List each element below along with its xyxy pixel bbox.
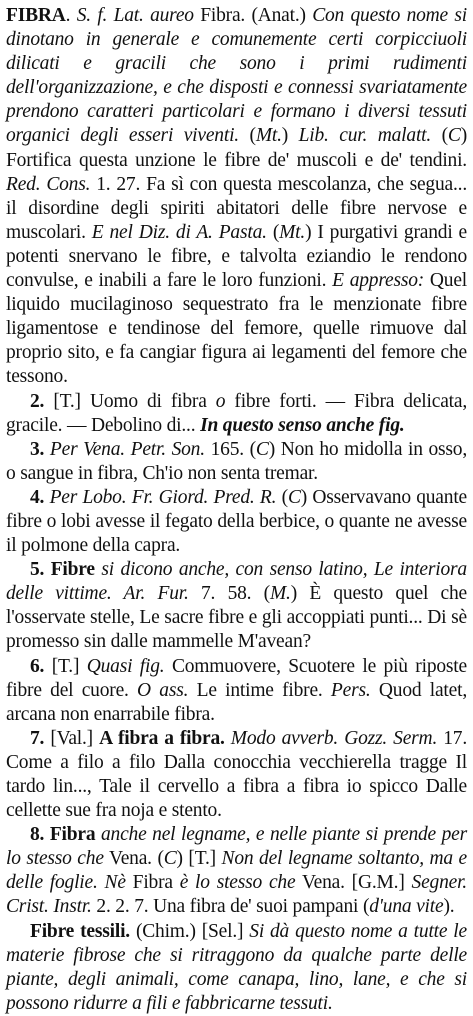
entry-italic-text: E nel Diz. di A. Pasta. (91, 221, 267, 243)
entry-headword: FIBRA (6, 5, 66, 26)
entry-headword: In questo senso anche fig. (200, 414, 405, 436)
entry-text: (Chim.) [Sel.] (129, 920, 250, 942)
entry-italic-text: Mt. (255, 125, 282, 147)
entry-text: ) Osservavano quante fibre o lobi avesse il fegato della berbice, o quante ne avesse il polmone della capra. (6, 486, 467, 557)
entry-italic-text: S. f. Lat. aureo (76, 5, 194, 26)
entry-italic-text: Quasi fig. (86, 655, 165, 677)
entry-text: [T.] Uomo di fibra (44, 390, 216, 412)
entry-headword: 7. (30, 727, 45, 749)
entry-text: Fibra. (Anat.) (193, 5, 313, 26)
entry-italic-text: C (447, 125, 461, 147)
entry-italic-text: M. (269, 583, 291, 605)
entry-text: 165. ( (204, 438, 256, 460)
entry-text: ) (281, 125, 299, 147)
entry-italic-text: Per Vena. Petr. Son. (49, 438, 205, 460)
entry-italic-text: Pers. (330, 679, 371, 701)
entry-italic-text: Si dà questo nome a tutte le materie fibrose che si ritraggono da qualche parte delle piante, degli animali, come canapa, lino, lane, e che si possono ridurre a fili e fabbricarne tessuti. (6, 920, 467, 1014)
dictionary-entry-e7 (6, 727, 467, 823)
entry-text: Commuovere, Scuotere le più riposte fibre del cuore. (6, 655, 467, 701)
entry-headword: 8. Fibra (30, 824, 96, 846)
entry-text: Fibra (125, 872, 180, 894)
entry-text: ). (443, 896, 455, 918)
entry-headword: 5. Fibre (30, 559, 95, 581)
entry-text: 2. 2. 7. Una fibra de' suoi pampani ( (91, 896, 370, 918)
entry-italic-text: C (163, 848, 177, 870)
entry-text: ) Fortifica questa unzione le fibre de' muscoli e de' tendini. (6, 125, 468, 171)
entry-text: ( (266, 221, 280, 243)
dictionary-entry-e0 (6, 4, 467, 390)
dictionary-entry-e8 (6, 823, 467, 919)
entry-headword: 4. (30, 486, 45, 508)
entry-text: Le intime fibre. (188, 679, 331, 701)
entry-text: Vena. [G.M.] (295, 872, 412, 894)
entry-text: ( (276, 486, 288, 508)
entry-italic-text: Con questo nome si dinotano in generale e comunemente certi corpicciuoli dilicati e gracili che sono i primi rudimenti dell'organizzazione, e che disposti e connessi svariatamente prendono caratteri particolari e formano i diversi tessuti organici degli esseri viventi. (6, 5, 467, 147)
entry-italic-text: Mt. (279, 221, 306, 243)
entry-text: 7. 58. ( (188, 583, 270, 605)
entry-text: [T.] (44, 655, 87, 677)
dictionary-entry-e6 (6, 655, 467, 727)
entry-italic-text: anche nel legname, e nelle piante si prende per lo stesso che (6, 824, 467, 870)
entry-text: Quod latet, arcana non enarrabile fibra. (6, 679, 467, 725)
entry-italic-text: si dicono anche, con senso latino, Le interiora delle vittime. Ar. Fur. (6, 559, 467, 605)
entry-italic-text: d'una vite (369, 896, 444, 918)
entry-italic-text: Segner. Crist. Instr. (6, 872, 467, 918)
entry-text: Vena. ( (103, 848, 164, 870)
entry-headword: 3. (30, 438, 45, 460)
entry-italic-text: Modo avverb. Gozz. Serm. (230, 727, 438, 749)
entry-headword: Fibre tessili. (30, 920, 130, 942)
entry-headword: A fibra a fibra. (99, 727, 225, 749)
entry-italic-text: E appresso: (332, 270, 425, 292)
entry-text: ( (238, 125, 256, 147)
entry-headword: 6. (30, 655, 45, 677)
dictionary-entry-e5 (6, 558, 467, 654)
entry-italic-text: Non del legname soltanto, ma e delle foglie. Nè (6, 848, 468, 894)
entry-text: ) [T.] (176, 848, 222, 870)
entry-italic-text: C (255, 438, 269, 460)
dictionary-entry-e9 (6, 920, 467, 1016)
entry-italic-text: Red. Cons. (6, 173, 91, 195)
entry-italic-text: è lo stesso che (179, 872, 296, 894)
entry-headword: 2. (30, 390, 45, 412)
dictionary-entry-e2 (6, 390, 467, 438)
entry-italic-text: Lib. cur. malatt. (298, 125, 432, 147)
entry-text: fibre forti. — Fibra delicata, gracile. — Debolino di... (6, 390, 467, 436)
entry-text: 17. Come a filo a filo Dalla conocchia vecchierella tragge Il tardo lin..., Tale il cervello a fibra a fibra io spicco Dalle cellette sue fra noja e stento. (6, 727, 467, 822)
entry-text: . (65, 5, 77, 26)
entry-italic-text: o (215, 390, 226, 412)
entry-text: Quel liquido mucilaginoso sequestrato fra le menzionate fibre ligamentose e tendinose del femore, quelle rimuove dal proprio sito, e fa cangiar figura ai legamenti del femore che tessono. (6, 270, 468, 388)
dictionary-entry-e4 (6, 486, 467, 558)
entry-italic-text: C (287, 486, 301, 508)
entry-text: [Val.] (44, 727, 100, 749)
entry-text: ) Non ho midolla in osso, o sangue in fibra, Ch'io non senta tremar. (6, 438, 467, 484)
entry-italic-text: Per Lobo. Fr. Giord. Pred. R. (49, 486, 277, 508)
entry-text: 1. 27. Fa sì con questa mescolanza, che segua... il disordine degli spiriti abitatori delle fibre nervose e muscolari. (6, 173, 467, 243)
entry-text: ( (431, 125, 448, 147)
entry-text: ) I purgativi grandi e potenti snervano le fibre, e talvolta eziandio le rendono convulse, e inabili a fare le loro funzioni. (6, 221, 468, 292)
entry-italic-text: O ass. (137, 679, 189, 701)
entry-text: ) È questo quel che l'osservate stelle, Le sacre fibre e gli accoppiati punti... Di sè promesso sin dalle mammelle M'avean? (6, 583, 467, 653)
dictionary-entry-e3 (6, 438, 467, 486)
